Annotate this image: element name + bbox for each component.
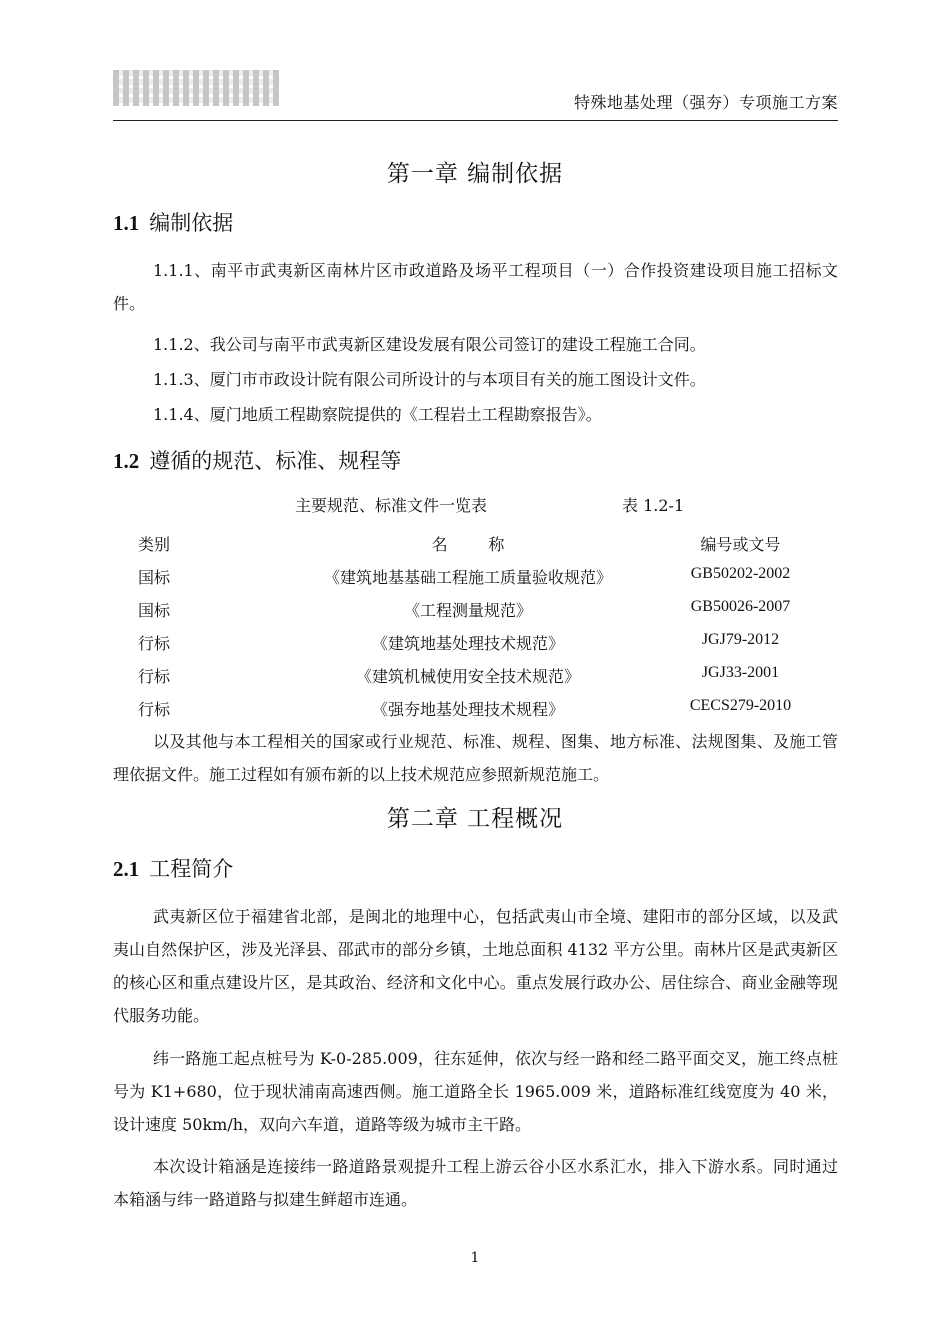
row-category: 国标 (138, 568, 171, 587)
section-title: 工程简介 (149, 857, 234, 881)
standards-note: 以及其他与本工程相关的国家或行业规范、标准、规程、图集、地方标准、法规图集、及施工管理依据文件。施工过程如有颁布新的以上技术规范应参照新规范施工。 (113, 732, 838, 784)
section-2-1-heading (113, 853, 233, 883)
row-category: 行标 (138, 634, 171, 653)
table-caption: 主要规范、标准文件一览表 (295, 496, 488, 515)
basis-item-1: 1.1.1、南平市武夷新区南林片区市政道路及场平工程项目（一）合作投资建设项目施工招标文件。 (113, 261, 838, 313)
header-code: 编号或文号 (700, 537, 781, 554)
basis-item-2: 1.1.2、我公司与南平市武夷新区建设发展有限公司签订的建设工程施工合同。 (153, 335, 706, 354)
basis-item-3: 1.1.3、厦门市市政设计院有限公司所设计的与本项目有关的施工图设计文件。 (153, 370, 706, 389)
section-1-1-heading (113, 207, 233, 237)
header-category: 类别 (138, 535, 171, 554)
row-code: JGJ79-2012 (701, 631, 780, 648)
header-name: 名 称 (431, 535, 505, 554)
table-row (113, 592, 838, 625)
table-number: 表 1.2-1 (622, 496, 685, 515)
section-number: 2.1 (113, 857, 140, 881)
section-number: 1.1 (113, 211, 140, 235)
chapter-2-title: 第二章 工程概况 (386, 806, 564, 832)
basis-item-4: 1.1.4、厦门地质工程勘察院提供的《工程岩土工程勘察报告》。 (153, 405, 602, 424)
page-number: 1 (470, 1250, 480, 1266)
company-logo (113, 70, 279, 106)
overview-paragraph-3: 本次设计箱涵是连接纬一路道路景观提升工程上游云谷小区水系汇水，排入下游水系。同时通过本箱涵与纬一路道路与拟建生鲜超市连通。 (113, 1157, 838, 1209)
row-name: 《工程测量规范》 (403, 601, 532, 620)
overview-paragraph-2: 纬一路施工起点桩号为 K-0-285.009，往东延伸，依次与经一路和经二路平面交叉，施工终点桩号为 K1+680，位于现状浦南高速西侧。施工道路全长 1965.009 米，道路标准红线宽度为 40 米，设计速度 50km/h，双向六车道，道路等级为城市主干路。 (113, 1049, 838, 1134)
row-code: JGJ33-2001 (701, 664, 780, 681)
table-row (113, 625, 838, 658)
section-title: 编制依据 (149, 211, 234, 235)
row-name: 《建筑地基处理技术规范》 (371, 634, 564, 653)
row-name: 《建筑地基基础工程施工质量验收规范》 (323, 568, 612, 587)
row-name: 《强夯地基处理技术规程》 (371, 700, 564, 719)
section-1-2-heading (113, 445, 401, 475)
row-name: 《建筑机械使用安全技术规范》 (355, 667, 580, 686)
table-row (113, 691, 838, 724)
row-code: CECS279-2010 (689, 697, 792, 714)
overview-paragraph-1: 武夷新区位于福建省北部，是闽北的地理中心，包括武夷山市全境、建阳市的部分区域，以及武夷山自然保护区，涉及光泽县、邵武市的部分乡镇，土地总面积 4132 平方公里。南林片区是武夷新区的核心区和重点建设片区，是其政治、经济和文化中心。重点发展行政办公、居住综合、商业金融等现代服务功能。 (113, 907, 838, 1025)
table-row (113, 559, 838, 592)
header-title: 特殊地基处理（强夯）专项施工方案 (573, 93, 838, 112)
row-category: 国标 (138, 601, 171, 620)
chapter-1-title: 第一章 编制依据 (386, 161, 564, 187)
section-title: 遵循的规范、标准、规程等 (149, 449, 402, 473)
row-code: GB50202-2002 (690, 565, 791, 582)
header-divider (113, 120, 838, 121)
row-category: 行标 (138, 667, 171, 686)
section-number: 1.2 (113, 449, 140, 473)
table-row (113, 658, 838, 691)
table-header-row (113, 526, 838, 559)
row-category: 行标 (138, 700, 171, 719)
row-code: GB50026-2007 (690, 598, 791, 615)
